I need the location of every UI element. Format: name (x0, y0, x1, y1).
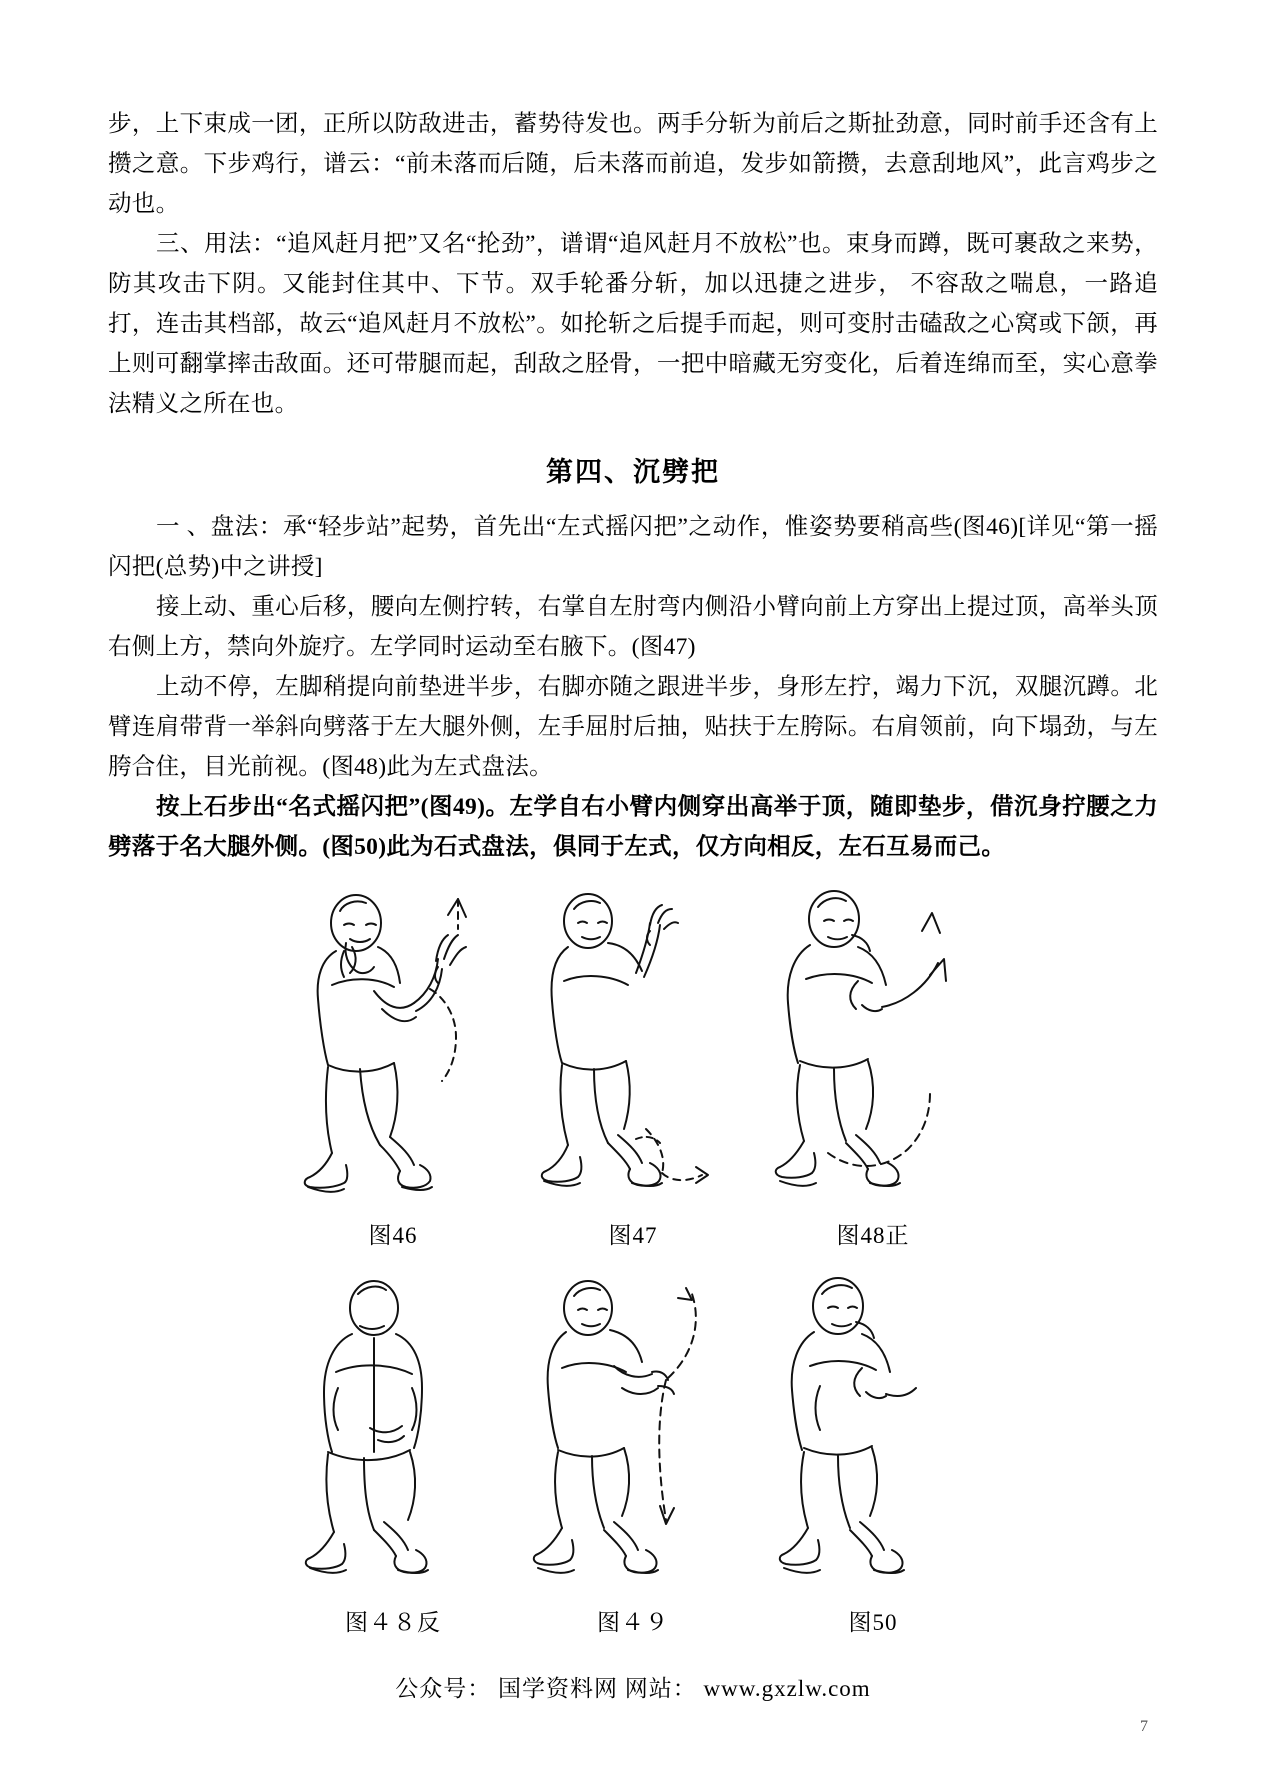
figure-46-illustration (278, 881, 508, 1211)
page-number: 7 (1140, 1718, 1148, 1735)
figure-47-illustration (518, 881, 748, 1211)
figure-row-2 (108, 1268, 1158, 1637)
figure-49-caption: 图４９ (597, 1610, 669, 1635)
paragraph-usage: 三、用法：“追风赶月把”又名“抡劲”，谱谓“追风赶月不放松”也。束身而蹲，既可裹敌之来势，防其攻击下阴。又能封住其中、下节。双手轮番分斩，加以迅捷之进步， 不容敌之喘息，一路追打，连击其档部，故云“追风赶月不放松”。如抡斩之后提手而起，则可变肘击磕敌之心窝或下颌，再上则可翻掌摔击敌面。还可带腿而起，刮敌之胫骨，一把中暗藏无穷变化，后着连绵而至，实心意拳法精义之所在也。 (108, 231, 1158, 417)
figure-47 (518, 881, 748, 1250)
figure-48-front (758, 881, 988, 1250)
page-content (108, 104, 1158, 1637)
figure-50 (758, 1268, 988, 1637)
figure-48-back-illustration (278, 1268, 508, 1598)
paragraph-step3: 上动不停，左脚稍提向前垫进半步，右脚亦随之跟进半步，身形左拧，竭力下沉，双腿沉蹲。北臂连肩带背一举斜向劈落于左大腿外侧，左手屈肘后抽，贴扶于左胯际。右肩领前，向下塌劲，与左胯合住，目光前视。(图48)此为左式盘法。 (108, 674, 1158, 780)
footer-text: 公众号： 国学资料网 网站： www.gxzlw.com (395, 1676, 871, 1701)
figure-49-illustration (518, 1268, 748, 1598)
figure-gallery (108, 881, 1158, 1637)
paragraph-step4: 按上石步出“名式摇闪把”(图49)。左学自右小臂内侧穿出高举于顶，随即垫步，借沉身拧腰之力劈落于名大腿外侧。(图50)此为石式盘法，俱同于左式，仅方向相反，左石互易而己。 (108, 794, 1158, 860)
figure-46-caption: 图46 (368, 1223, 418, 1248)
paragraph-panfa: 一 、盘法：承“轻步站”起势，首先出“左式摇闪把”之动作，惟姿势要稍高些(图46)[详见“第一摇闪把(总势)中之讲授] (108, 514, 1158, 580)
footer (0, 1670, 1266, 1703)
figure-47-caption: 图47 (608, 1223, 658, 1248)
figure-48-front-illustration (758, 881, 988, 1211)
figure-49 (518, 1268, 748, 1637)
figure-50-illustration (758, 1268, 988, 1598)
section-title: 第四、沉劈把 (546, 457, 720, 487)
paragraph-step2: 接上动、重心后移，腰向左侧拧转，右掌自左肘弯内侧沿小臂向前上方穿出上提过顶，高举头顶右侧上方，禁向外旋疗。左学同时运动至右腋下。(图47) (108, 594, 1158, 660)
paragraph-continued: 步，上下束成一团，正所以防敌进击，蓄势待发也。两手分斩为前后之斯扯劲意，同时前手还含有上攒之意。下步鸡行，谱云：“前未落而后随，后未落而前追，发步如箭攒，去意刮地风”，此言鸡步之动也。 (108, 111, 1158, 217)
figure-50-caption: 图50 (848, 1610, 898, 1635)
figure-row-1 (108, 881, 1158, 1250)
figure-48-front-caption: 图48正 (836, 1223, 910, 1248)
figure-48-back (278, 1268, 508, 1637)
figure-46 (278, 881, 508, 1250)
figure-48-back-caption: 图４８反 (345, 1610, 441, 1635)
